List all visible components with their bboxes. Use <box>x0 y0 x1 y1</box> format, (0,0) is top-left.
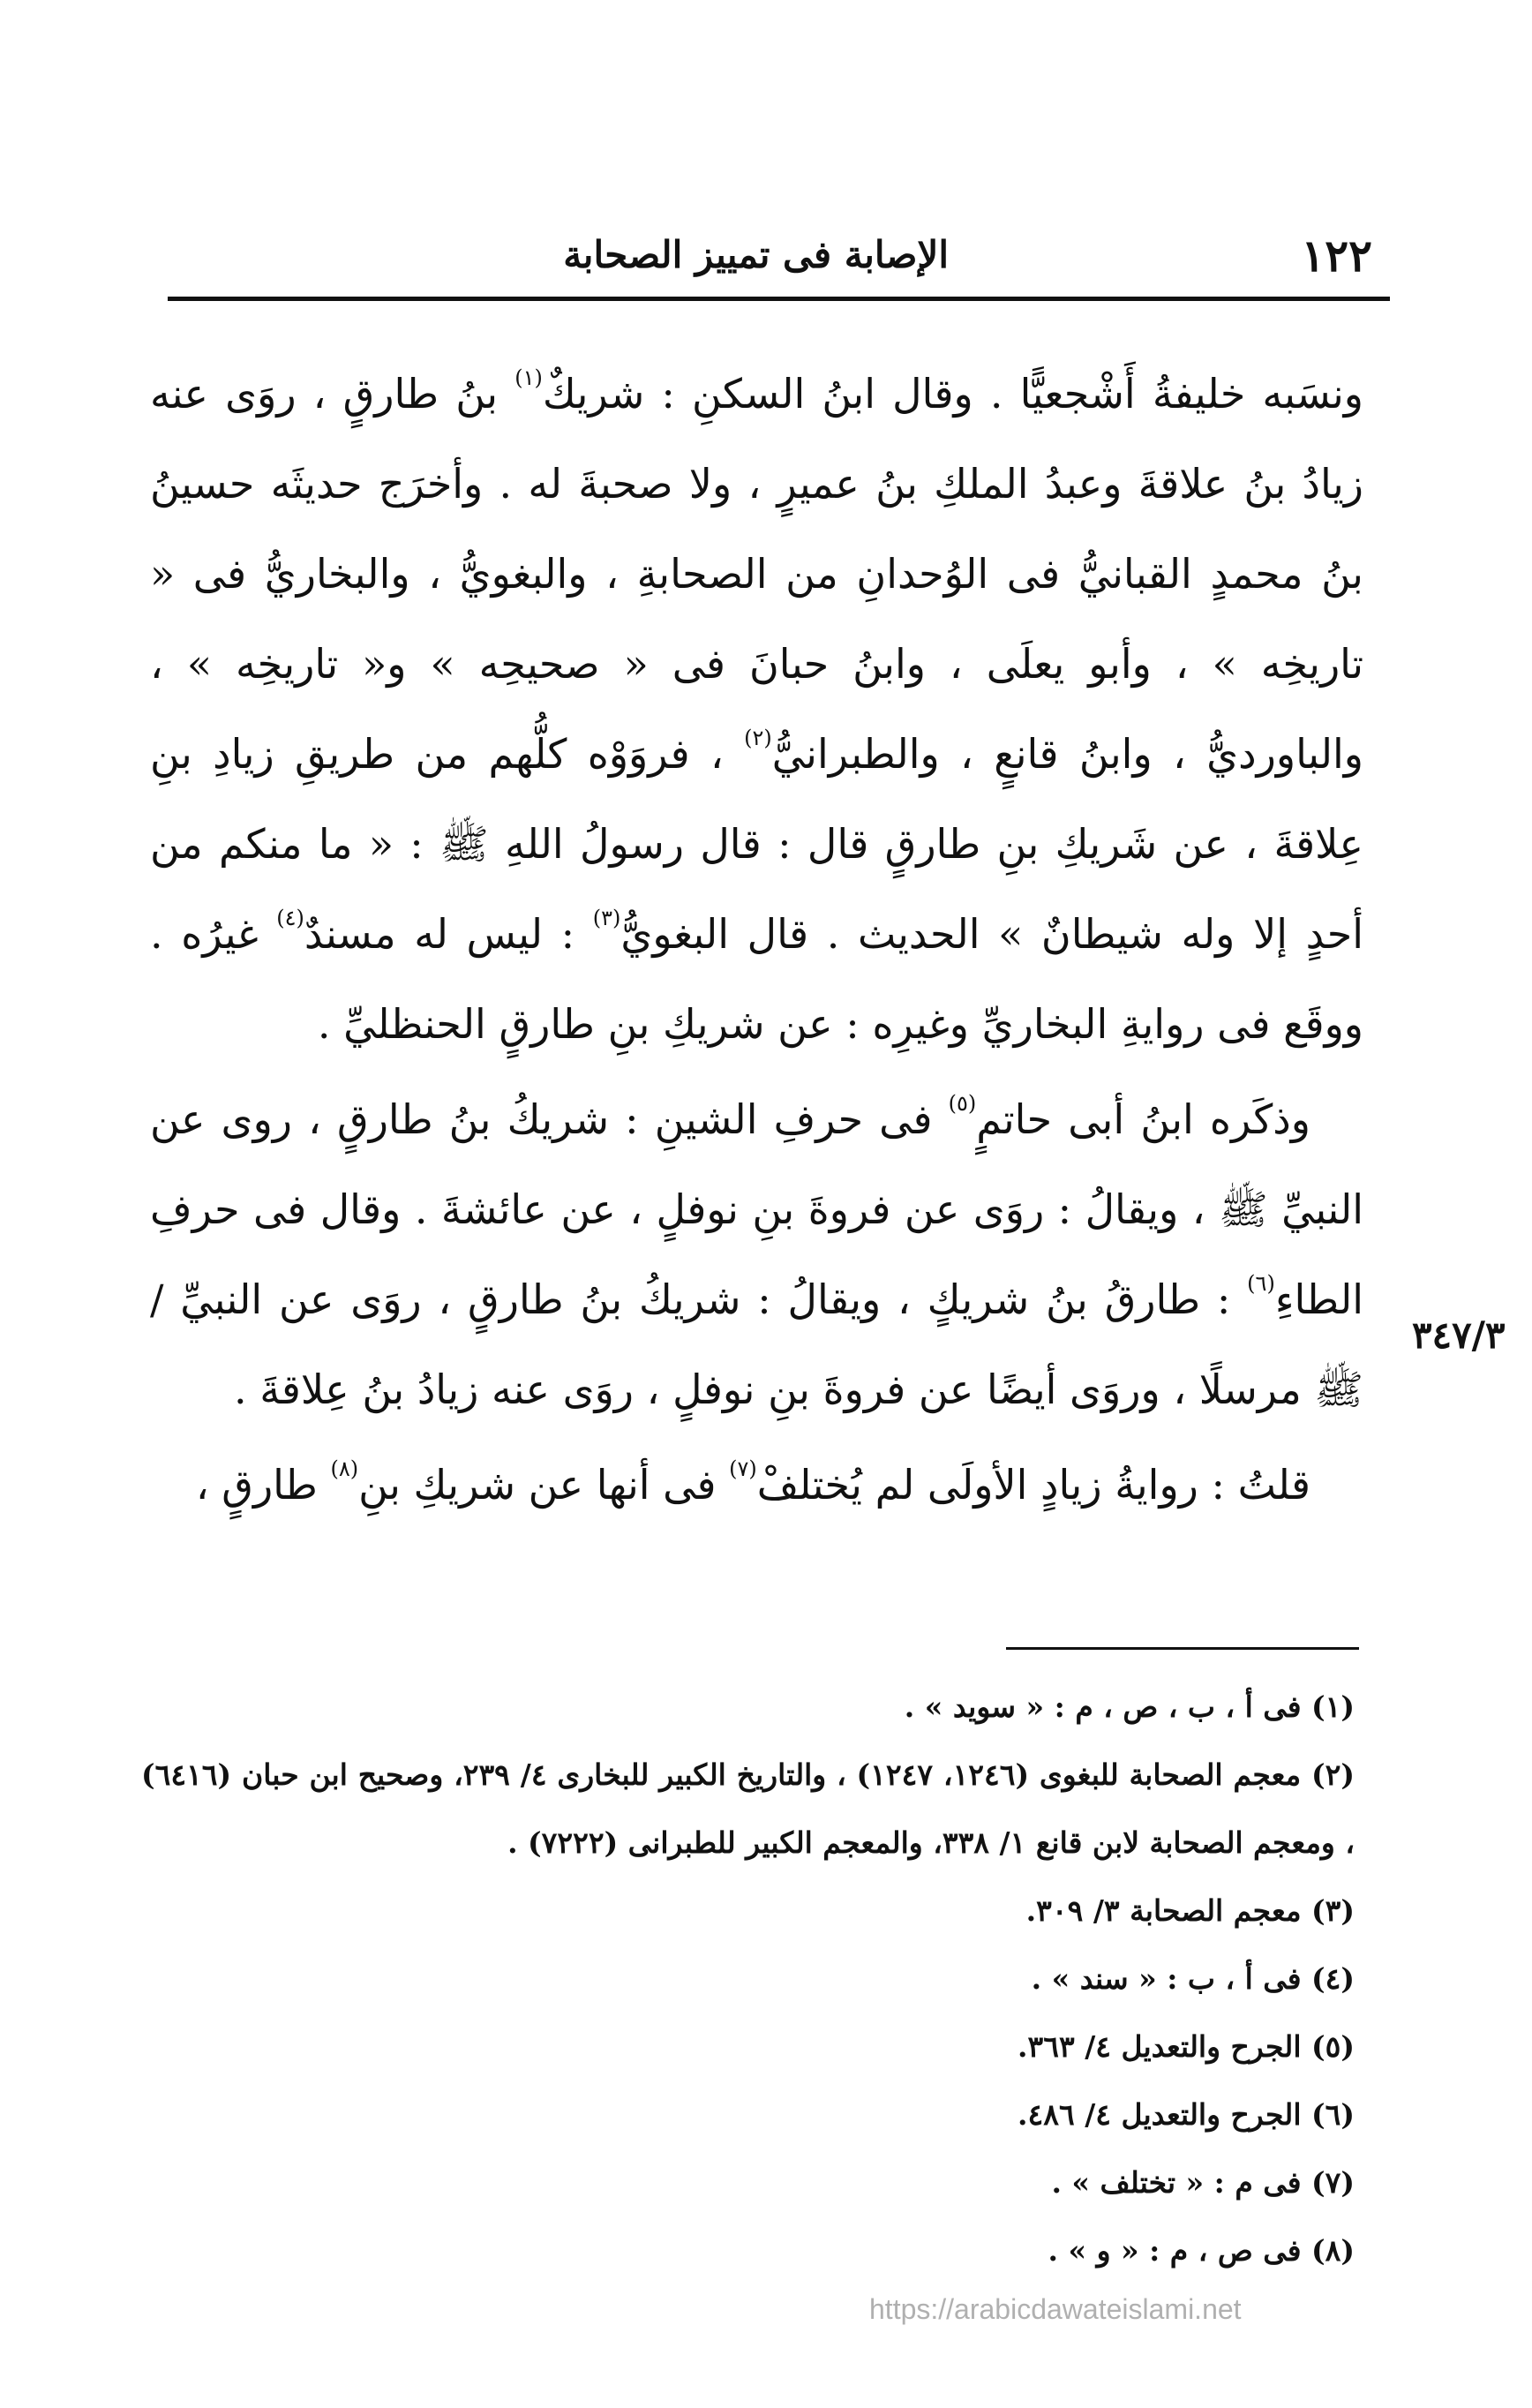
page-number: ١٢٢ <box>1301 230 1372 282</box>
page-header <box>168 221 1390 291</box>
footnote-8: (٨) فى ص ، م : « و » . <box>1048 2233 1355 2268</box>
footnote-ref-7[interactable]: (٧) <box>729 1456 757 1481</box>
footnote-3: (٣) معجم الصحابة ٣/ ٣٠٩. <box>1025 1893 1355 1928</box>
footnote-2: (٢) معجم الصحابة للبغوى (١٢٤٦، ١٢٤٧) ، والتاريخ الكبير للبخارى ٤/ ٢٣٩، وصحيح ابن حبان (٦٤١٦) ، ومعجم الصحابة لابن قانع ١/ ٣٣٨، والمعجم الكبير للطبرانى (٧٢٢٢) . <box>141 1757 1356 1860</box>
footnote-ref-2[interactable]: (٢) <box>744 726 772 750</box>
text-segment: بنُ طارقٍ ، روَى عنه زيادُ بنُ علاقةَ وعبدُ الملكِ بنُ عميرٍ ، ولا صحبةَ له . وأخرَج حديثَه حسينُ بنُ محمدٍ القبانيُّ فى الوُحدانِ من الصحابةِ ، والبغويُّ ، والبخاريُّ فى « تاريخِه » ، وأبو يعلَى ، وابنُ حبانَ فى « صحيحِه » و« تاريخِه » ، والباورديُّ ، وابنُ قانعٍ ، والطبرانيُّ <box>150 370 1363 778</box>
text-segment: فى حرفِ الشينِ : شريكُ بنُ طارقٍ ، روى عن النبيِّ ﷺ ، ويقالُ : روَى عن فروةَ بنِ نوفلٍ ، عن عائشةَ . وقال فى حرفِ الطاءِ <box>150 1095 1363 1323</box>
text-segment: فى أنها عن شريكِ بنِ <box>358 1461 730 1509</box>
text-segment: طارقٍ ، <box>195 1461 331 1509</box>
footnote-5: (٥) الجرح والتعديل ٤/ ٣٦٣. <box>1018 2029 1355 2064</box>
footnote-7: (٧) فى م : « تختلف » . <box>1051 2165 1355 2200</box>
header-rule <box>168 297 1390 301</box>
text-segment: غيرُه . ووقَع فى روايةِ البخاريِّ وغيرِه : عن شريكِ بنِ طارقٍ الحنظليِّ . <box>150 910 1363 1048</box>
footnote-ref-5[interactable]: (٥) <box>948 1091 977 1116</box>
text-segment: : طارقُ بنُ شريكٍ ، ويقالُ : شريكُ بنُ طارقٍ ، روَى عن النبيِّ / ﷺ مرسلًا ، وروَى أيضًا عن فروةَ بنِ نوفلٍ ، روَى عنه زيادُ بنُ عِلاقةَ . <box>150 1275 1363 1413</box>
text-segment: : ليس له مسندٌ <box>304 910 593 958</box>
footnote-1: (١) فى أ ، ب ، ص ، م : « سويد » . <box>904 1689 1355 1724</box>
paragraph-1 <box>150 349 1363 1069</box>
text-segment: قلتُ : روايةُ زيادٍ الأولَى لم يُختلفْ <box>756 1461 1310 1509</box>
footnote-4: (٤) فى أ ، ب : « سند » . <box>1031 1961 1355 1996</box>
footnote-ref-1[interactable]: (١) <box>514 365 543 390</box>
footnote-ref-6[interactable]: (٦) <box>1247 1271 1275 1296</box>
paragraph-2 <box>150 1074 1363 1434</box>
footnote-separator <box>1006 1647 1359 1650</box>
footnotes <box>141 1673 1355 2284</box>
text-segment: ، فروَوْه كلُّهم من طريقِ زيادِ بنِ عِلاقةَ ، عن شَريكِ بنِ طارقٍ قال : قال رسولُ اللهِ ﷺ : « ما منكم من أحدٍ إلا وله شيطانٌ » الحديث . قال البغويُّ <box>150 730 1363 958</box>
running-title: الإصابة فى تمييز الصحابة <box>563 233 949 276</box>
footnote-ref-8[interactable]: (٨) <box>330 1456 359 1481</box>
paragraph-3 <box>150 1440 1363 1530</box>
footnote-6: (٦) الجرح والتعديل ٤/ ٤٨٦. <box>1018 2097 1355 2132</box>
main-text <box>150 349 1363 1530</box>
footnote-ref-3[interactable]: (٣) <box>592 906 621 930</box>
text-segment: ونسَبه خليفةُ أَشْجعيًّا . وقال ابنُ السكنِ : شريكٌ <box>542 370 1364 418</box>
text-segment: وذكَره ابنُ أبى حاتمٍ <box>976 1095 1310 1143</box>
footnote-ref-4[interactable]: (٤) <box>276 906 304 930</box>
source-watermark: https://arabicdawateislami.net <box>869 2293 1242 2325</box>
margin-volume-page-note: ٣٤٧/٣ <box>1412 1313 1506 1357</box>
